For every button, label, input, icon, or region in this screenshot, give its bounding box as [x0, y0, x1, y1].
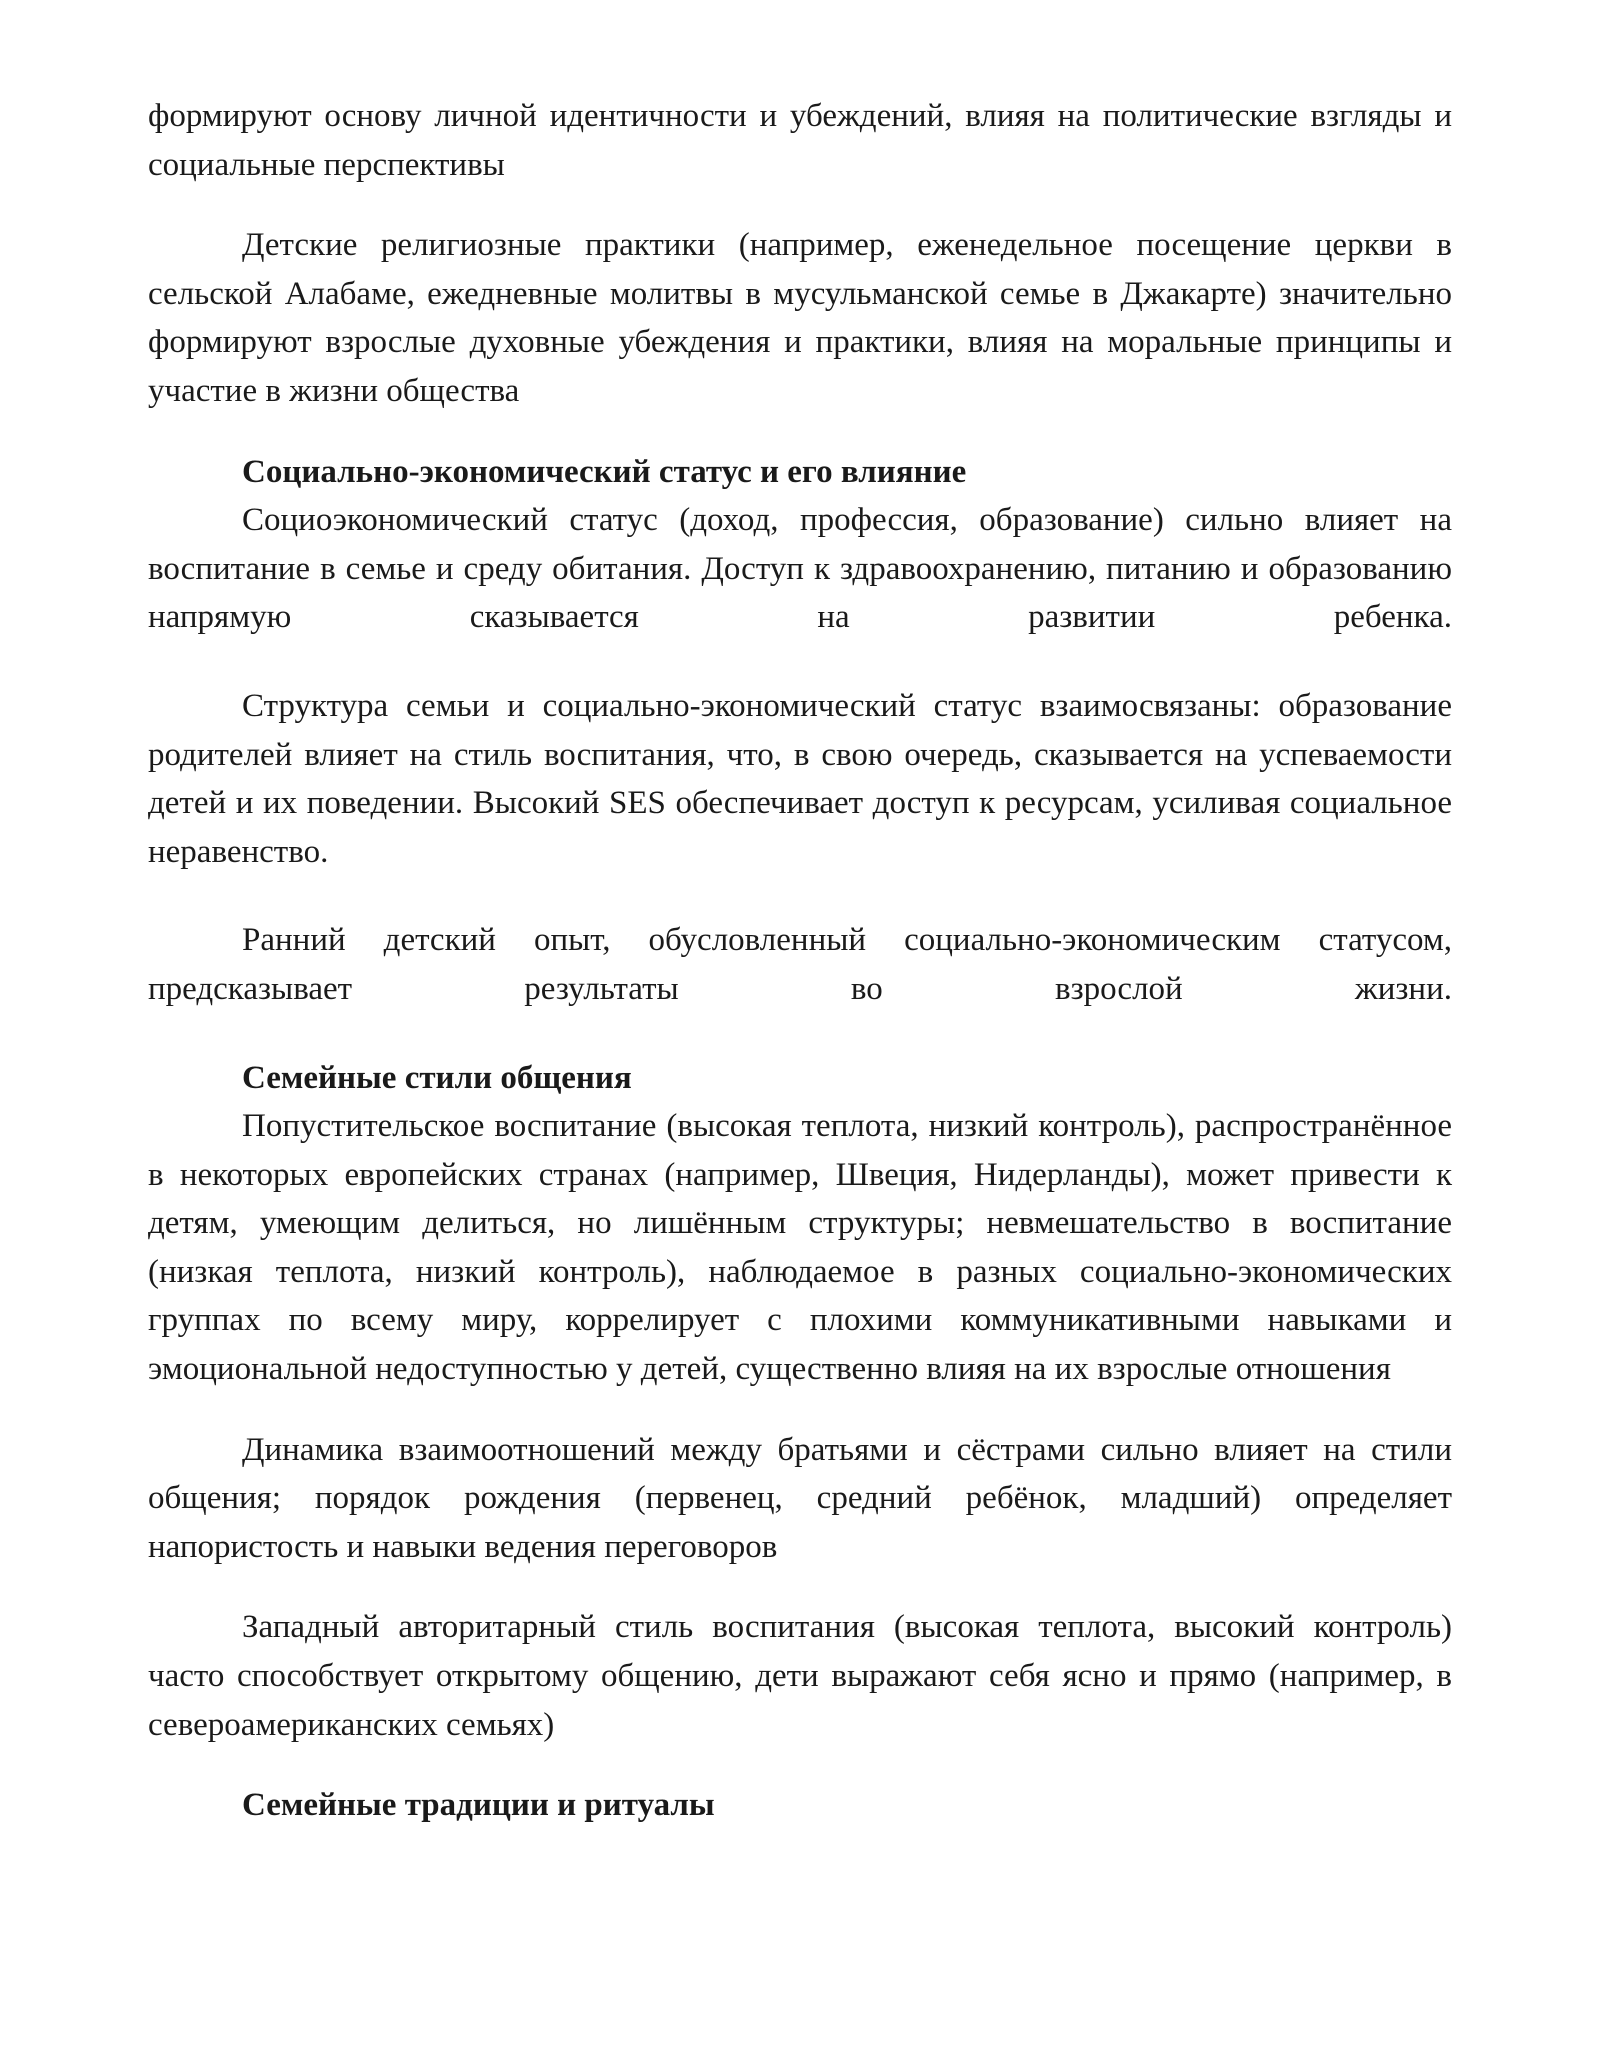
paragraph-sibling-dynamics: Динамика взаимоотношений между братьями и сёстрами сильно влияет на стили общения; порядок рождения (первенец, средний ребёнок, младший) определяет напористость и навыки ведения переговоров: [148, 1431, 1452, 1565]
document-page: [148, 92, 1452, 1830]
paragraph-ses-influence: Социоэкономический статус (доход, профессия, образование) сильно влияет на воспитание в семье и среду обитания. Доступ к здравоохранению, питанию и образованию напрямую сказывается на развитии ребенка.: [148, 502, 1452, 636]
paragraph-identity-continuation: формируют основу личной идентичности и убеждений, влияя на политические взгляды и социальные перспективы: [148, 98, 1452, 183]
paragraph-early-experience: Ранний детский опыт, обусловленный социально-экономическим статусом, предсказывает результаты во взрослой жизни.: [148, 922, 1452, 1007]
section-heading-socioeconomic-status: Социально-экономический статус и его влияние: [242, 453, 967, 490]
paragraph-religious-practices: Детские религиозные практики (например, еженедельное посещение церкви в сельской Алабаме, ежедневные молитвы в мусульманской семье в Джакарте) значительно формируют взрослые духовные убеждения и практики, влияя на моральные принципы и участие в жизни общества: [148, 227, 1452, 409]
paragraph-authoritative-style: Западный авторитарный стиль воспитания (высокая теплота, высокий контроль) часто способствует открытому общению, дети выражают себя ясно и прямо (например, в североамериканских семьях): [148, 1609, 1452, 1743]
section-heading-communication-styles: Семейные стили общения: [242, 1059, 632, 1096]
paragraph-family-structure: Структура семьи и социально-экономический статус взаимосвязаны: образование родителей влияет на стиль воспитания, что, в свою очередь, сказывается на успеваемости детей и их поведении. Высокий SES обеспечивает доступ к ресурсам, усиливая социальное неравенство.: [148, 687, 1452, 870]
section-heading-family-traditions: Семейные традиции и ритуалы: [242, 1787, 715, 1824]
paragraph-permissive-parenting: Попустительское воспитание (высокая теплота, низкий контроль), распространённое в некоторых европейских странах (например, Швеция, Нидерланды), может привести к детям, умеющим делиться, но лишённым структуры; невмешательство в воспитание (низкая теплота, низкий контроль), наблюдаемое в разных социально-экономических группах по всему миру, коррелирует с плохими коммуникативными навыками и эмоциональной недоступностью у детей, существенно влияя на их взрослые отношения: [148, 1108, 1452, 1388]
